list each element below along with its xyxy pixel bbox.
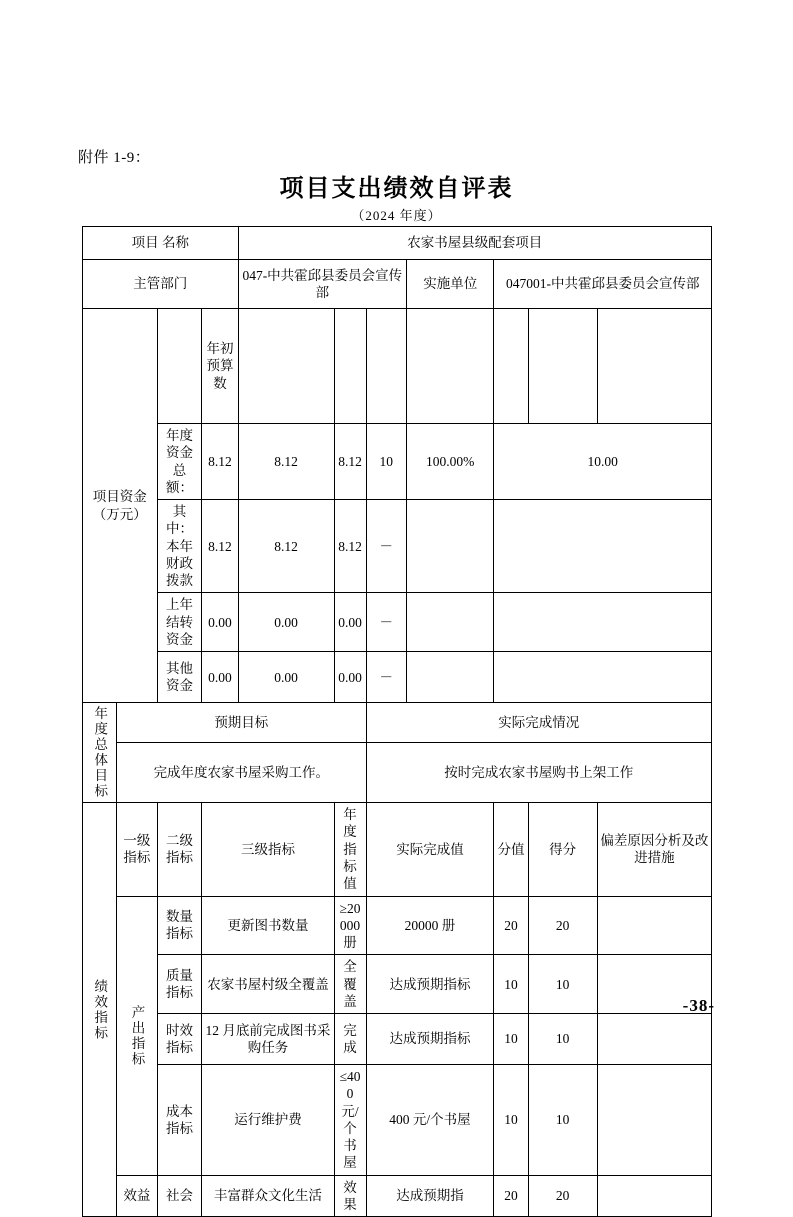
indicators-header-level1: 一级指标 [117,803,158,896]
funds-row-scoreval-3: － [366,652,407,703]
funds-col-name-header [157,309,202,424]
funds-row-budget-1: 8.12 [238,500,334,593]
table-row-funds-1 [83,424,712,500]
funds-row-budget-2: 0.00 [238,593,334,652]
indicators-header-score-value: 分值 [494,803,528,896]
indicator-target-3: ≤400 元/个书屋 [334,1065,366,1176]
indicator-actual-2: 达成预期指标 [366,1014,494,1065]
funds-header-year-budget [238,309,334,424]
funds-row-exec-1: 8.12 [334,500,366,593]
indicator-level3-1: 农家书屋村级全覆盖 [202,955,334,1014]
annual-goal-row-label [83,703,117,803]
funds-header-begin-budget: 年初预算数 [202,309,238,424]
table-row-indicator-3 [83,1065,712,1176]
table-row-indicator-4 [83,1175,712,1217]
page-number: -38- [682,996,715,1015]
indicator-scoreval-3: 10 [494,1065,528,1176]
funds-row-begin-0: 8.12 [202,424,238,500]
indicator-group-label-0 [117,896,158,1175]
project-name-label: 项目 名称 [83,227,239,260]
indicator-group-label-1: 效益 [117,1175,158,1217]
indicator-scoreval-2: 10 [494,1014,528,1065]
funds-header-spacer2 [597,309,711,424]
indicators-header-level3: 三级指标 [202,803,334,896]
indicators-header-actual: 实际完成值 [366,803,494,896]
annual-goal-expected-header: 预期目标 [117,703,366,743]
funds-header-score-value [366,309,407,424]
indicator-target-2: 完成 [334,1014,366,1065]
table-row-annual-goal-values [83,743,712,803]
table-row-project-name [83,227,712,260]
indicator-deviation-2 [597,1014,711,1065]
table-row-indicator-1 [83,955,712,1014]
funds-label-line1: 项目资金 [92,489,147,505]
attachment-label: 附件 1-9： [78,150,151,166]
indicator-scoreval-4: 20 [494,1175,528,1217]
table-row-indicators-header [83,803,712,896]
unit-value: 047001-中共霍邱县委员会宣传部 [494,260,712,309]
indicator-score-1: 10 [528,955,597,1014]
dept-value: 047-中共霍邱县委员会宣传部 [238,260,406,309]
funds-header-year-exec [334,309,366,424]
table-row-funds-header [83,309,712,424]
indicator-target-0: ≥20000 册 [334,896,366,955]
funds-row-name-3: 其他资金 [157,652,202,703]
funds-label [83,309,158,703]
funds-row-score-0: 10.00 [494,424,712,500]
funds-row-budget-0: 8.12 [238,424,334,500]
indicator-level3-0: 更新图书数量 [202,896,334,955]
performance-self-evaluation-table [82,226,712,1217]
funds-row-scoreval-0: 10 [366,424,407,500]
table-row-department [83,260,712,309]
indicator-deviation-4 [597,1175,711,1217]
funds-row-name-0: 年度资金总额： [157,424,202,500]
table-row-indicator-0 [83,896,712,955]
funds-header-spacer1 [528,309,597,424]
indicator-deviation-3 [597,1065,711,1176]
funds-row-rate-2 [407,593,494,652]
unit-label: 实施单位 [407,260,494,309]
table-row-funds-2 [83,500,712,593]
indicator-actual-4: 达成预期指 [366,1175,494,1217]
indicator-level3-2: 12 月底前完成图书采购任务 [202,1014,334,1065]
funds-row-begin-1: 8.12 [202,500,238,593]
annual-goal-actual-value: 按时完成农家书屋购书上架工作 [366,743,711,803]
indicator-target-1: 全覆盖 [334,955,366,1014]
funds-row-score-1 [494,500,712,593]
dept-label: 主管部门 [83,260,239,309]
indicators-header-deviation: 偏差原因分析及改进措施 [597,803,711,896]
table-row-indicator-2 [83,1014,712,1065]
funds-row-exec-2: 0.00 [334,593,366,652]
indicator-level2-1: 质量指标 [157,955,202,1014]
table-row-funds-3 [83,593,712,652]
page-title: 项目支出绩效自评表 [279,176,514,202]
indicator-actual-0: 20000 册 [366,896,494,955]
indicator-score-2: 10 [528,1014,597,1065]
page-subtitle: （2024 年度） [351,208,442,223]
funds-row-exec-0: 8.12 [334,424,366,500]
indicator-score-3: 10 [528,1065,597,1176]
funds-row-name-2: 上年结转资金 [157,593,202,652]
funds-row-budget-3: 0.00 [238,652,334,703]
annual-goal-actual-header: 实际完成情况 [366,703,711,743]
funds-row-rate-0: 100.00% [407,424,494,500]
funds-header-score [494,309,528,424]
project-name-value: 农家书屋县级配套项目 [238,227,711,260]
indicator-score-4: 20 [528,1175,597,1217]
indicator-target-4: 效果 [334,1175,366,1217]
indicator-group-label-text-0: 产出指标 [129,1004,145,1067]
indicator-level2-4: 社会 [157,1175,202,1217]
table-row-annual-goal-header [83,703,712,743]
indicators-row-label-text: 绩效指标 [92,978,108,1041]
funds-row-exec-3: 0.00 [334,652,366,703]
funds-row-scoreval-1: － [366,500,407,593]
funds-row-score-2 [494,593,712,652]
indicator-score-0: 20 [528,896,597,955]
funds-row-score-3 [494,652,712,703]
funds-row-rate-1 [407,500,494,593]
indicator-scoreval-1: 10 [494,955,528,1014]
funds-row-scoreval-2: － [366,593,407,652]
indicators-header-score: 得分 [528,803,597,896]
funds-row-begin-3: 0.00 [202,652,238,703]
indicator-deviation-0 [597,896,711,955]
table-row-funds-4 [83,652,712,703]
funds-row-rate-3 [407,652,494,703]
indicator-scoreval-0: 20 [494,896,528,955]
indicator-level2-3: 成本指标 [157,1065,202,1176]
indicators-row-label [83,803,117,1217]
indicator-actual-3: 400 元/个书屋 [366,1065,494,1176]
indicators-header-level2: 二级指标 [157,803,202,896]
indicator-level2-0: 数量指标 [157,896,202,955]
funds-label-line2: （万元） [92,506,147,522]
annual-goal-expected-value: 完成年度农家书屋采购工作。 [117,743,366,803]
funds-row-begin-2: 0.00 [202,593,238,652]
funds-header-exec-rate [407,309,494,424]
indicators-header-target: 年度指标值 [334,803,366,896]
funds-row-name-1: 其中：本年财政拨款 [157,500,202,593]
indicator-level2-2: 时效指标 [157,1014,202,1065]
indicator-level3-3: 运行维护费 [202,1065,334,1176]
annual-goal-row-label-text: 年度总体目标 [92,706,108,800]
indicator-level3-4: 丰富群众文化生活 [202,1175,334,1217]
indicator-actual-1: 达成预期指标 [366,955,494,1014]
